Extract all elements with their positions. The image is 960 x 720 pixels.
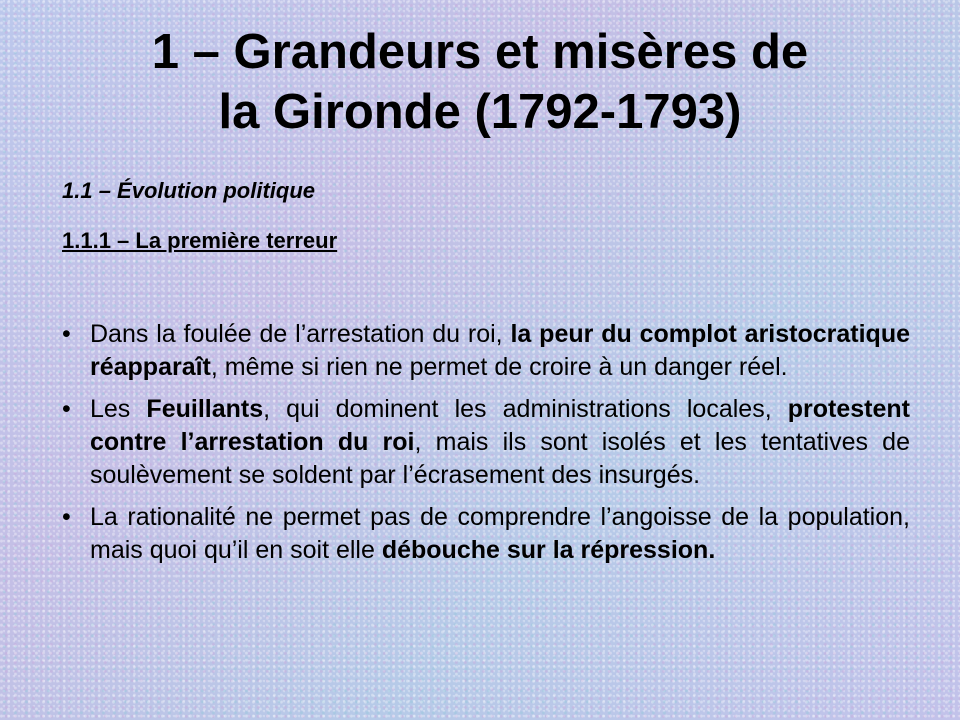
subtitle: 1.1 – Évolution politique xyxy=(62,178,316,203)
bullet-bold-text: débouche sur la répression. xyxy=(381,536,716,564)
bullet-dot: • xyxy=(62,395,71,423)
slide-title xyxy=(0,22,960,142)
bullet-bold-text: protestent contre l’arrestation du roi xyxy=(90,395,910,456)
section-heading: 1.1.1 – La première terreur xyxy=(62,228,338,253)
bullet-text: , même si rien ne permet de croire à un danger réel. xyxy=(210,353,788,381)
title-line-1: 1 – Grandeurs et misères de xyxy=(151,25,809,79)
bullet-item xyxy=(62,393,910,492)
bullet-dot: • xyxy=(62,503,71,531)
bullet-item xyxy=(62,318,910,384)
bullet-bold-text: Feuillants xyxy=(146,395,264,423)
bullet-text: , mais ils sont isolés et les tentatives de soulèvement se soldent par l’écrasement des insurgés. xyxy=(90,428,910,489)
title-line-2: la Gironde (1792-1793) xyxy=(218,85,742,139)
bullet-text: La rationalité ne permet pas de comprendre l’angoisse de la population, mais quoi qu’il en soit elle xyxy=(90,503,910,564)
bullet-dot: • xyxy=(62,320,71,348)
bullet-bold-text: la peur du complot aristocratique réapparaît xyxy=(90,320,910,381)
bullet-list xyxy=(62,318,910,576)
bullet-text: Les xyxy=(90,395,147,423)
bullet-item xyxy=(62,501,910,567)
bullet-text: , qui dominent les administrations locales, xyxy=(263,395,788,423)
bullet-text: Dans la foulée de l’arrestation du roi, xyxy=(90,320,511,348)
